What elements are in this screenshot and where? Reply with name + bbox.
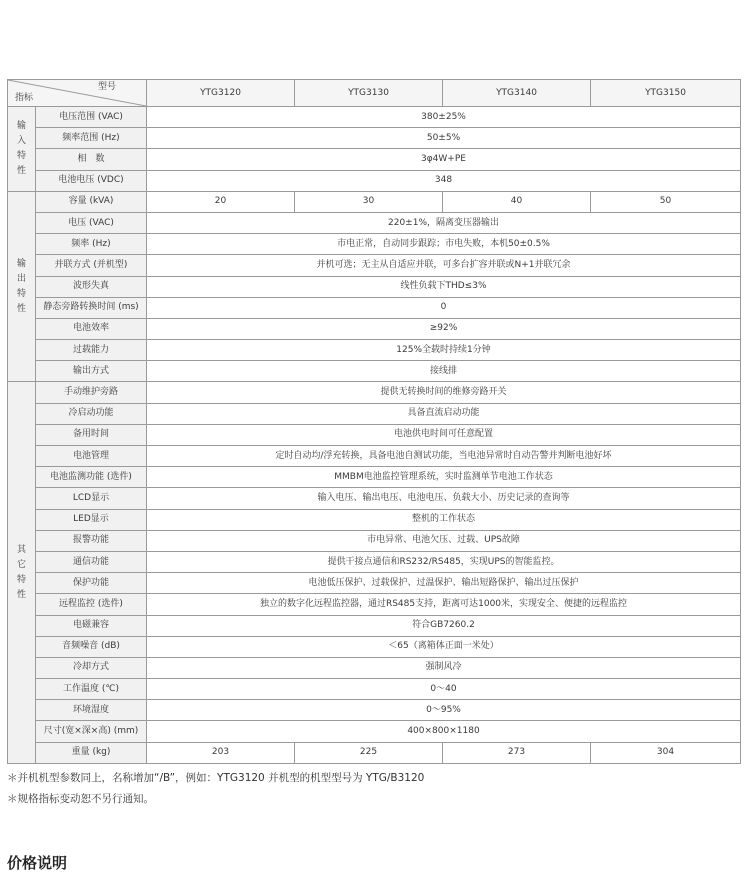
value-cell: 40 [443, 191, 591, 212]
table-row [8, 255, 741, 276]
value-cell: 提供干接点通信和RS232/RS485，实现UPS的智能监控。 [147, 551, 741, 572]
param-cell: 电池效率 [36, 318, 147, 339]
group-cell [8, 107, 36, 192]
footnotes [7, 768, 740, 810]
param-cell: 工作温度 (℃) [36, 679, 147, 700]
table-row [8, 636, 741, 657]
corner-model-label: 型号 [97, 82, 116, 92]
value-cell: MMBM电池监控管理系统，实时监测单节电池工作状态 [147, 467, 741, 488]
value-cell: 线性负载下THD≤3% [147, 276, 741, 297]
param-cell: 手动维护旁路 [36, 382, 147, 403]
param-cell: 重量 (kg) [36, 742, 147, 763]
value-cell: 20 [147, 191, 295, 212]
value-cell: 市电异常、电池欠压、过载、UPS故障 [147, 530, 741, 551]
param-cell: 波形失真 [36, 276, 147, 297]
param-cell: 电磁兼容 [36, 615, 147, 636]
value-cell: 3φ4W+PE [147, 149, 741, 170]
table-row [8, 340, 741, 361]
value-cell: 0～95% [147, 700, 741, 721]
value-cell: 符合GB7260.2 [147, 615, 741, 636]
group-cell [8, 191, 36, 382]
value-cell: 400×800×1180 [147, 721, 741, 742]
param-cell: 静态旁路转换时间 (ms) [36, 297, 147, 318]
value-cell: 125%全载时持续1分钟 [147, 340, 741, 361]
table-row [8, 276, 741, 297]
param-cell: 冷却方式 [36, 657, 147, 678]
table-row [8, 594, 741, 615]
table-row [8, 107, 741, 128]
spec-table [7, 79, 741, 764]
table-row [8, 212, 741, 233]
value-cell: 50±5% [147, 128, 741, 149]
table-row [8, 446, 741, 467]
param-cell: 频率 (Hz) [36, 234, 147, 255]
param-cell: 音频噪音 (dB) [36, 636, 147, 657]
corner-indicator-label: 指标 [15, 93, 34, 103]
value-cell: ≥92% [147, 318, 741, 339]
value-cell: 市电正常，自动同步跟踪；市电失败，本机50±0.5% [147, 234, 741, 255]
table-row [8, 615, 741, 636]
value-cell: 0 [147, 297, 741, 318]
table-row [8, 467, 741, 488]
param-cell: 并联方式 (并机型) [36, 255, 147, 276]
param-cell: 容量 (kVA) [36, 191, 147, 212]
table-row [8, 530, 741, 551]
footnote: ＊并机机型参数同上，名称增加“/B”，例如：YTG3120 并机型的机型型号为 YTG/B3120 [7, 772, 425, 784]
group-label: 输出特性 [16, 258, 26, 314]
table-row [8, 318, 741, 339]
value-cell: 输入电压、输出电压、电池电压、负载大小、历史记录的查询等 [147, 488, 741, 509]
section-title: 价格说明 [7, 854, 68, 872]
table-row [8, 234, 741, 255]
value-cell: 30 [295, 191, 443, 212]
table-row [8, 657, 741, 678]
param-cell: 尺寸(宽×深×高) (mm) [36, 721, 147, 742]
footnote: ＊规格指标变动恕不另行通知。 [7, 793, 154, 805]
model-header: YTG3140 [443, 80, 591, 107]
table-row [8, 488, 741, 509]
header-row [8, 80, 741, 107]
param-cell: LCD显示 [36, 488, 147, 509]
value-cell: 独立的数字化远程监控器，通过RS485支持，距离可达1000米，实现安全、便捷的远程监控 [147, 594, 741, 615]
table-row [8, 573, 741, 594]
value-cell: 定时自动均/浮充转换，具备电池自测试功能，当电池异常时自动告警并判断电池好坏 [147, 446, 741, 467]
table-row [8, 551, 741, 572]
param-cell: 远程监控 (选件) [36, 594, 147, 615]
value-cell: 整机的工作状态 [147, 509, 741, 530]
corner-cell [8, 80, 147, 107]
value-cell: 203 [147, 742, 295, 763]
table-row [8, 170, 741, 191]
table-row [8, 403, 741, 424]
group-label: 输入特性 [16, 120, 26, 176]
model-header: YTG3150 [591, 80, 741, 107]
param-cell: 通信功能 [36, 551, 147, 572]
value-cell: 提供无转换时间的维修旁路开关 [147, 382, 741, 403]
model-header: YTG3130 [295, 80, 443, 107]
value-cell: 强制风冷 [147, 657, 741, 678]
table-row [8, 361, 741, 382]
value-cell: 380±25% [147, 107, 741, 128]
param-cell: 过载能力 [36, 340, 147, 361]
value-cell: 348 [147, 170, 741, 191]
value-cell: 具备直流启动功能 [147, 403, 741, 424]
table-row [8, 679, 741, 700]
param-cell: 冷启动功能 [36, 403, 147, 424]
table-row [8, 191, 741, 212]
param-cell: LED显示 [36, 509, 147, 530]
param-cell: 电池管理 [36, 446, 147, 467]
table-row [8, 721, 741, 742]
param-cell: 电压 (VAC) [36, 212, 147, 233]
value-cell: 电池低压保护、过载保护、过温保护、输出短路保护、输出过压保护 [147, 573, 741, 594]
table-row [8, 424, 741, 445]
param-cell: 频率范围 (Hz) [36, 128, 147, 149]
value-cell: 225 [295, 742, 443, 763]
param-cell: 电压范围 (VAC) [36, 107, 147, 128]
param-cell: 相 数 [36, 149, 147, 170]
param-cell: 保护功能 [36, 573, 147, 594]
value-cell: 并机可选；无主从自适应并联，可多台扩容并联或N+1并联冗余 [147, 255, 741, 276]
table-row [8, 128, 741, 149]
value-cell: 273 [443, 742, 591, 763]
model-header: YTG3120 [147, 80, 295, 107]
value-cell: 220±1%，隔离变压器输出 [147, 212, 741, 233]
value-cell: 50 [591, 191, 741, 212]
group-cell [8, 382, 36, 763]
param-cell: 电池电压 (VDC) [36, 170, 147, 191]
param-cell: 报警功能 [36, 530, 147, 551]
table-row [8, 509, 741, 530]
param-cell: 备用时间 [36, 424, 147, 445]
param-cell: 环境湿度 [36, 700, 147, 721]
table-row [8, 742, 741, 763]
param-cell: 输出方式 [36, 361, 147, 382]
value-cell: 0～40 [147, 679, 741, 700]
table-row [8, 297, 741, 318]
value-cell: 接线排 [147, 361, 741, 382]
value-cell: ＜65（离箱体正面一米处） [147, 636, 741, 657]
value-cell: 304 [591, 742, 741, 763]
param-cell: 电池监测功能 (选件) [36, 467, 147, 488]
table-row [8, 149, 741, 170]
table-row [8, 700, 741, 721]
table-row [8, 382, 741, 403]
value-cell: 电池供电时间可任意配置 [147, 424, 741, 445]
group-label: 其它特性 [16, 544, 26, 600]
